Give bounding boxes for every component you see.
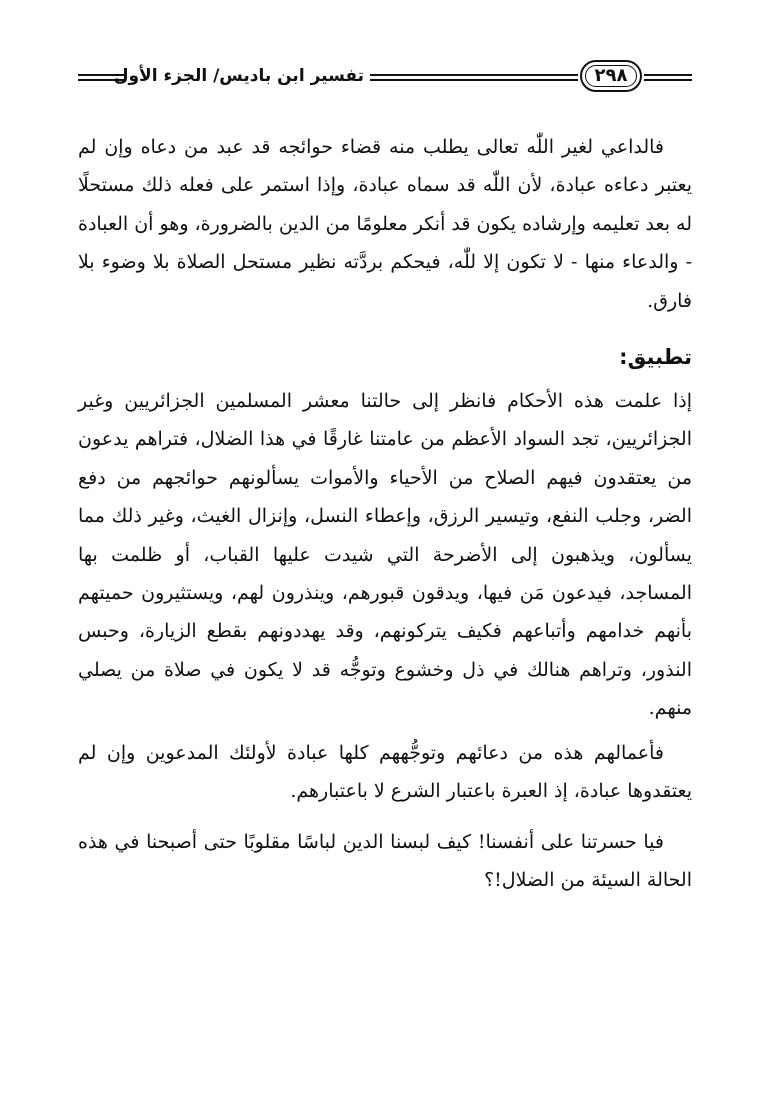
header-rule-middle — [370, 74, 578, 81]
page-number: ٢٩٨ — [594, 65, 628, 86]
paragraph-2: إذا علمت هذه الأحكام فانظر إلى حالتنا معشر المسلمين الجزائريين وغير الجزائريين، تجد السواد الأعظم من عامتنا غارقًا في هذا الضلال، فتراهم يدعون من يعتقدون فيهم الصلاح من الأحياء والأموات يسألونهم حوائجهم من دفع الضر، وجلب النفع، وتيسير الرزق، وإعطاء النسل، وإنزال الغيث، وغير ذلك مما يسألون، ويذهبون إلى الأضرحة التي شيدت عليها القباب، أو ظلمت بها المساجد، فيدعون مَن فيها، ويدقون قبورهم، وينذرون لهم، ويستثيرون حميتهم بأنهم خدامهم وأتباعهم فكيف يتركونهم، وقد يهددونهم بقطع الزيارة، وحبس النذور، وتراهم هنالك في ذل وخشوع وتوجُّه قد لا يكون في صلاة من يصلي منهم. — [78, 390, 692, 720]
paragraph-4: فيا حسرتنا على أنفسنا! كيف لبسنا الدين لباسًا مقلوبًا حتى أصبحنا في هذه الحالة السيئة من الضلال!؟ — [78, 830, 692, 891]
paragraph-1: فالداعي لغير اللّٰه تعالى يطلب منه قضاء حوائجه قد عبد من دعاه وإن لم يعتبر دعاءه عبادة، لأن اللّٰه قد سماه عبادة، وإذا استمر على فعله ذلك مستحلًا له بعد تعليمه وإرشاده يكون قد أنكر معلومًا من الدين بالضرورة، وهو أن العبادة - والدعاء منها - لا تكون إلا للّٰه، فيحكم بردَّته نظير مستحل الصلاة بلا وضوء بلا فارق. — [78, 136, 692, 312]
section-heading: تطبيق: — [619, 345, 692, 370]
page-body — [78, 128, 692, 899]
running-header — [78, 58, 692, 98]
book-title: تفسير ابن باديس/ الجزء الأول — [113, 66, 364, 86]
header-rule-right — [644, 74, 692, 81]
page-number-frame — [580, 60, 642, 92]
paragraph-3: فأعمالهم هذه من دعائهم وتوجُّههم كلها عبادة لأولئك المدعوين وإن لم يعتقدوها عبادة، إذ العبرة باعتبار الشرع لا باعتبارهم. — [78, 741, 692, 803]
